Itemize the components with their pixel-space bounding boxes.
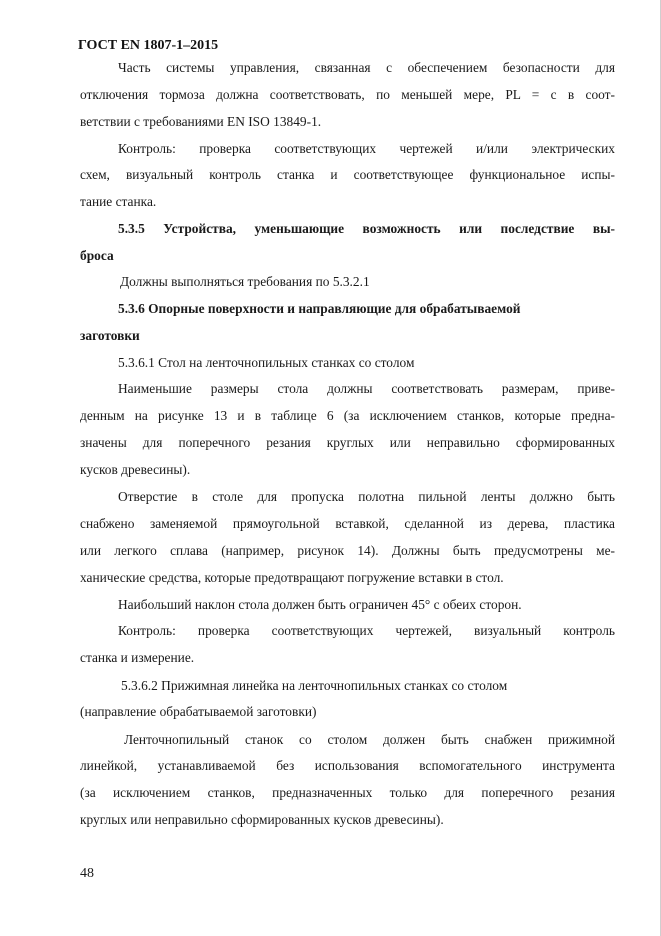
text-line: станка и измерение. xyxy=(80,650,195,665)
text-line: (за исключением станков, предназначенных только для поперечного резания xyxy=(80,785,615,800)
text-line: ветствии с требованиями EN ISO 13849-1. xyxy=(80,114,322,129)
text-line: схем, визуальный контроль станка и соответствующее функциональное испы- xyxy=(80,167,615,182)
text-line: снабжено заменяемой прямоугольной вставкой, сделанной из дерева, пластика xyxy=(80,516,615,531)
document-header: ГОСТ EN 1807-1–2015 xyxy=(78,38,219,53)
text-line: отключения тормоза должна соответствовать, по меньшей мере, PL = c в соот- xyxy=(80,87,615,102)
text-line: ханические средства, которые предотвращают погружение вставки в стол. xyxy=(80,570,504,585)
section-heading: броса xyxy=(80,248,114,263)
subsection-heading: 5.3.6.1 Стол на ленточнопильных станках со столом xyxy=(118,355,415,370)
text-line: Должны выполняться требования по 5.3.2.1 xyxy=(120,274,370,289)
text-line: значены для поперечного резания круглых или неправильно сформированных xyxy=(80,435,615,450)
text-line: тание станка. xyxy=(80,194,157,209)
text-line: Наименьшие размеры стола должны соответствовать размерам, приве- xyxy=(118,381,615,396)
text-line: Наибольший наклон стола должен быть ограничен 45° с обеих сторон. xyxy=(118,597,522,612)
text-line: Ленточнопильный станок со столом должен быть снабжен прижимной xyxy=(124,732,615,747)
section-heading: 5.3.5 Устройства, уменьшающие возможность или последствие вы- xyxy=(118,221,615,236)
text-line: Часть системы управления, связанная с обеспечением безопасности для xyxy=(118,60,615,75)
text-line: денным на рисунке 13 и в таблице 6 (за исключением станков, которые предна- xyxy=(80,408,615,423)
text-line: Отверстие в столе для пропуска полотна пильной ленты должно быть xyxy=(118,489,615,504)
text-line: Контроль: проверка соответствующих чертежей, визуальный контроль xyxy=(118,623,615,638)
text-line: или легкого сплава (например, рисунок 14). Должны быть предусмотрены ме- xyxy=(80,543,615,558)
page-number: 48 xyxy=(80,866,94,881)
text-line: Контроль: проверка соответствующих чертежей и/или электрических xyxy=(118,141,615,156)
subsection-heading: (направление обрабатываемой заготовки) xyxy=(80,704,317,719)
section-heading: заготовки xyxy=(80,328,140,343)
text-line: круглых или неправильно сформированных кусков древесины). xyxy=(80,812,444,827)
text-line: кусков древесины). xyxy=(80,462,191,477)
subsection-heading: 5.3.6.2 Прижимная линейка на ленточнопильных станках со столом xyxy=(121,678,508,693)
section-heading: 5.3.6 Опорные поверхности и направляющие для обрабатываемой xyxy=(118,301,521,316)
text-line: линейкой, устанавливаемой без использования вспомогательного инструмента xyxy=(80,758,615,773)
